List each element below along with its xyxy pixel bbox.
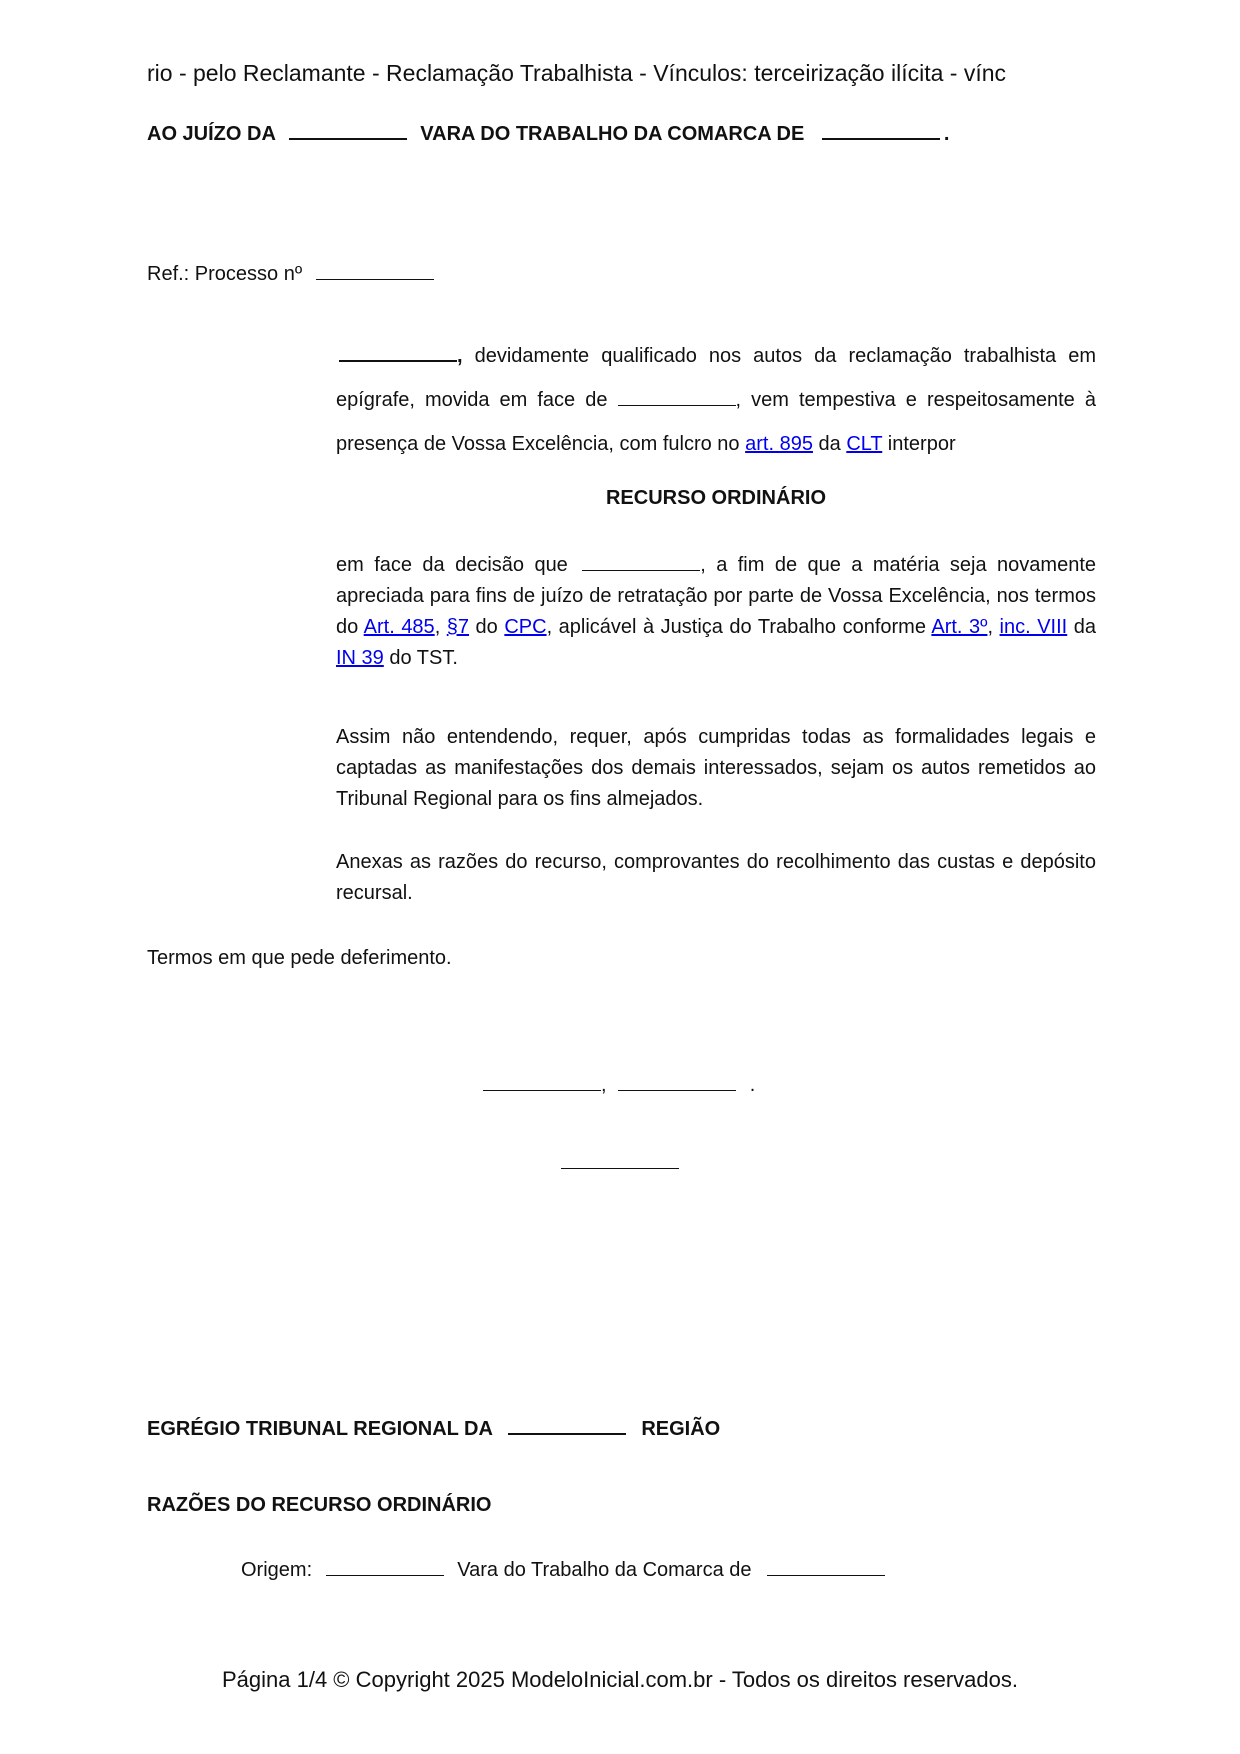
comarca-blank[interactable]: [822, 122, 940, 140]
decision-blank[interactable]: [582, 556, 700, 571]
place-date-comma: ,: [601, 1074, 607, 1096]
respondent-name-blank[interactable]: [618, 391, 736, 406]
link-in-39[interactable]: IN 39: [336, 647, 384, 669]
place-date-line: [483, 1074, 755, 1097]
decision-paragraph: [336, 550, 1096, 674]
link-clt[interactable]: CLT: [846, 433, 883, 455]
intro-text-1: devidamente qualificado nos autos da reclamação trabalhista em epígrafe, movida em face de: [336, 345, 1096, 411]
intro-text-2: , vem tempestiva e respeitosamente à presença de Vossa Excelência, com fulcro no: [336, 389, 1096, 455]
origin-comarca-blank[interactable]: [767, 1561, 885, 1576]
decision-sep-2: ,: [987, 616, 1000, 638]
reasons-title: RAZÕES DO RECURSO ORDINÁRIO: [147, 1494, 492, 1516]
origin-court-blank[interactable]: [326, 1561, 444, 1576]
process-reference: [147, 263, 434, 286]
link-par-7[interactable]: §7: [446, 616, 470, 638]
decision-sep-1: ,: [434, 616, 447, 638]
link-art-895[interactable]: art. 895: [745, 433, 813, 455]
addressee-suffix: .: [943, 123, 950, 145]
tribunal-suffix: REGIÃO: [641, 1418, 721, 1440]
place-date-period: .: [749, 1074, 756, 1096]
link-inc-viii[interactable]: inc. VIII: [999, 616, 1068, 638]
closing-text: Termos em que pede deferimento.: [147, 947, 452, 969]
decision-text-4: , aplicável à Justiça do Trabalho conforme: [546, 616, 932, 638]
tribunal-line: [147, 1417, 720, 1441]
court-number-blank[interactable]: [289, 122, 407, 140]
addressee-line: [147, 122, 949, 146]
signature-line[interactable]: [561, 1168, 679, 1169]
link-art-3[interactable]: Art. 3º: [931, 616, 988, 638]
link-art-485[interactable]: Art. 485: [363, 616, 435, 638]
decision-text-6: do TST.: [383, 647, 458, 669]
process-number-blank[interactable]: [316, 265, 434, 280]
section-title: RECURSO ORDINÁRIO: [605, 487, 826, 509]
decision-text-2: , a fim de que a matéria seja novamente apreciada para fins de juízo de retratação por parte de Vossa Excelência, nos termos do: [336, 554, 1096, 638]
intro-text-3: da: [812, 433, 847, 455]
origin-label: Origem:: [241, 1559, 313, 1581]
origin-line: [241, 1559, 885, 1582]
origin-middle: Vara do Trabalho da Comarca de: [457, 1559, 752, 1581]
intro-paragraph: [336, 334, 1096, 466]
addressee-prefix: AO JUÍZO DA: [147, 123, 276, 145]
annex-paragraph: Anexas as razões do recurso, comprovantes do recolhimento das custas e depósito recursal.: [336, 851, 1096, 904]
addressee-middle: VARA DO TRABALHO DA COMARCA DE: [420, 123, 805, 145]
place-blank[interactable]: [483, 1076, 601, 1091]
appellant-name-blank[interactable]: [339, 344, 457, 362]
process-reference-label: Ref.: Processo nº: [147, 263, 303, 285]
region-blank[interactable]: [508, 1417, 626, 1435]
document-running-title: rio - pelo Reclamante - Reclamação Trabalhista - Vínculos: terceirização ilícita - vínc: [147, 60, 1007, 86]
decision-text-3: do: [469, 616, 505, 638]
intro-comma: ,: [457, 345, 463, 367]
date-blank[interactable]: [618, 1076, 736, 1091]
request-paragraph: Assim não entendendo, requer, após cumpridas todas as formalidades legais e captadas as manifestações dos demais interessados, sejam os autos remetidos ao Tribunal Regional para os fins almejados.: [336, 726, 1096, 810]
intro-text-4: interpor: [882, 433, 956, 455]
page-footer: Página 1/4 © Copyright 2025 ModeloInicial.com.br - Todos os direitos reservados.: [222, 1667, 1018, 1692]
tribunal-prefix: EGRÉGIO TRIBUNAL REGIONAL DA: [147, 1418, 493, 1440]
decision-text-1: em face da decisão que: [336, 554, 579, 576]
decision-text-5: da: [1067, 616, 1096, 638]
link-cpc[interactable]: CPC: [504, 616, 547, 638]
